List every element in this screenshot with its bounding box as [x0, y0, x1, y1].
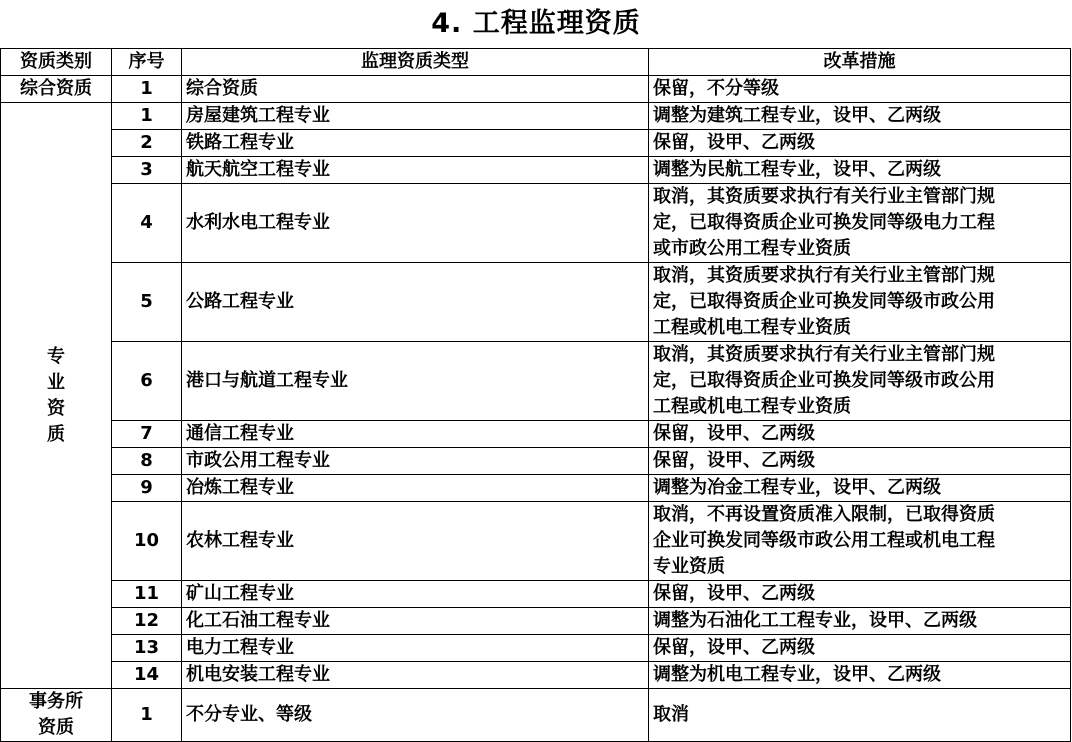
category-cell-firm	[1, 689, 112, 742]
type-cell: 航天航空工程专业	[182, 157, 649, 184]
table-row	[1, 157, 1071, 184]
measure-line: 定，已取得资质企业可换发同等级市政公用	[653, 291, 995, 312]
type-cell: 机电安装工程专业	[182, 662, 649, 689]
measure-cell	[649, 342, 1071, 421]
seq-cell: 10	[112, 502, 182, 581]
table-row	[1, 263, 1071, 342]
measure-cell: 调整为建筑工程专业，设甲、乙两级	[649, 103, 1071, 130]
seq-cell: 1	[112, 103, 182, 130]
type-cell: 通信工程专业	[182, 421, 649, 448]
category-cell: 综合资质	[1, 76, 112, 103]
table-row	[1, 342, 1071, 421]
category-char: 质	[47, 423, 65, 445]
type-cell: 港口与航道工程专业	[182, 342, 649, 421]
table-row	[1, 421, 1071, 448]
measure-line: 取消，其资质要求执行有关行业主管部门规	[653, 186, 995, 207]
type-cell: 化工石油工程专业	[182, 608, 649, 635]
measure-cell: 保留，设甲、乙两级	[649, 421, 1071, 448]
header-category: 资质类别	[1, 49, 112, 76]
measure-line: 工程或机电工程专业资质	[653, 396, 851, 417]
type-cell: 市政公用工程专业	[182, 448, 649, 475]
document-title: 4. 工程监理资质	[431, 8, 641, 39]
table-row	[1, 448, 1071, 475]
seq-cell: 6	[112, 342, 182, 421]
table-row	[1, 502, 1071, 581]
header-measure: 改革措施	[649, 49, 1071, 76]
type-cell: 冶炼工程专业	[182, 475, 649, 502]
measure-line: 或市政公用工程专业资质	[653, 238, 851, 259]
seq-cell: 9	[112, 475, 182, 502]
category-char: 业	[47, 371, 65, 393]
header-type: 监理资质类型	[182, 49, 649, 76]
seq-cell: 4	[112, 184, 182, 263]
seq-cell: 3	[112, 157, 182, 184]
type-cell: 水利水电工程专业	[182, 184, 649, 263]
table-row	[1, 662, 1071, 689]
seq-cell: 1	[112, 689, 182, 742]
seq-cell: 5	[112, 263, 182, 342]
table-row	[1, 689, 1071, 742]
type-cell: 房屋建筑工程专业	[182, 103, 649, 130]
measure-cell	[649, 263, 1071, 342]
seq-cell: 2	[112, 130, 182, 157]
qualification-table	[0, 48, 1071, 742]
header-seq: 序号	[112, 49, 182, 76]
table-row	[1, 581, 1071, 608]
measure-cell: 保留，设甲、乙两级	[649, 448, 1071, 475]
measure-line: 取消，不再设置资质准入限制，已取得资质	[653, 504, 995, 525]
table-row	[1, 475, 1071, 502]
header-row	[1, 49, 1071, 76]
measure-line: 取消，其资质要求执行有关行业主管部门规	[653, 265, 995, 286]
measure-line: 定，已取得资质企业可换发同等级市政公用	[653, 370, 995, 391]
table-row	[1, 103, 1071, 130]
table-row	[1, 184, 1071, 263]
measure-cell: 保留，不分等级	[649, 76, 1071, 103]
table-row	[1, 635, 1071, 662]
category-char: 专	[47, 345, 65, 367]
measure-cell	[649, 502, 1071, 581]
measure-cell: 保留，设甲、乙两级	[649, 635, 1071, 662]
measure-cell: 保留，设甲、乙两级	[649, 130, 1071, 157]
type-cell: 不分专业、等级	[182, 689, 649, 742]
measure-cell	[649, 184, 1071, 263]
measure-cell: 取消	[649, 689, 1071, 742]
measure-line: 工程或机电工程专业资质	[653, 317, 851, 338]
measure-line: 专业资质	[653, 556, 725, 577]
table-row	[1, 608, 1071, 635]
measure-cell: 保留，设甲、乙两级	[649, 581, 1071, 608]
category-line: 事务所	[29, 691, 83, 712]
category-char: 资	[47, 397, 65, 419]
measure-cell: 调整为石油化工工程专业，设甲、乙两级	[649, 608, 1071, 635]
type-cell: 矿山工程专业	[182, 581, 649, 608]
type-cell: 综合资质	[182, 76, 649, 103]
measure-line: 定，已取得资质企业可换发同等级电力工程	[653, 212, 995, 233]
type-cell: 电力工程专业	[182, 635, 649, 662]
measure-cell: 调整为民航工程专业，设甲、乙两级	[649, 157, 1071, 184]
seq-cell: 7	[112, 421, 182, 448]
seq-cell: 12	[112, 608, 182, 635]
type-cell: 公路工程专业	[182, 263, 649, 342]
seq-cell: 13	[112, 635, 182, 662]
seq-cell: 8	[112, 448, 182, 475]
table-row	[1, 76, 1071, 103]
table-row	[1, 130, 1071, 157]
category-cell-professional	[1, 103, 112, 689]
category-line: 资质	[38, 717, 74, 738]
seq-cell: 14	[112, 662, 182, 689]
measure-line: 取消，其资质要求执行有关行业主管部门规	[653, 344, 995, 365]
measure-cell: 调整为机电工程专业，设甲、乙两级	[649, 662, 1071, 689]
seq-cell: 11	[112, 581, 182, 608]
type-cell: 农林工程专业	[182, 502, 649, 581]
seq-cell: 1	[112, 76, 182, 103]
measure-line: 企业可换发同等级市政公用工程或机电工程	[653, 530, 995, 551]
type-cell: 铁路工程专业	[182, 130, 649, 157]
measure-cell: 调整为冶金工程专业，设甲、乙两级	[649, 475, 1071, 502]
